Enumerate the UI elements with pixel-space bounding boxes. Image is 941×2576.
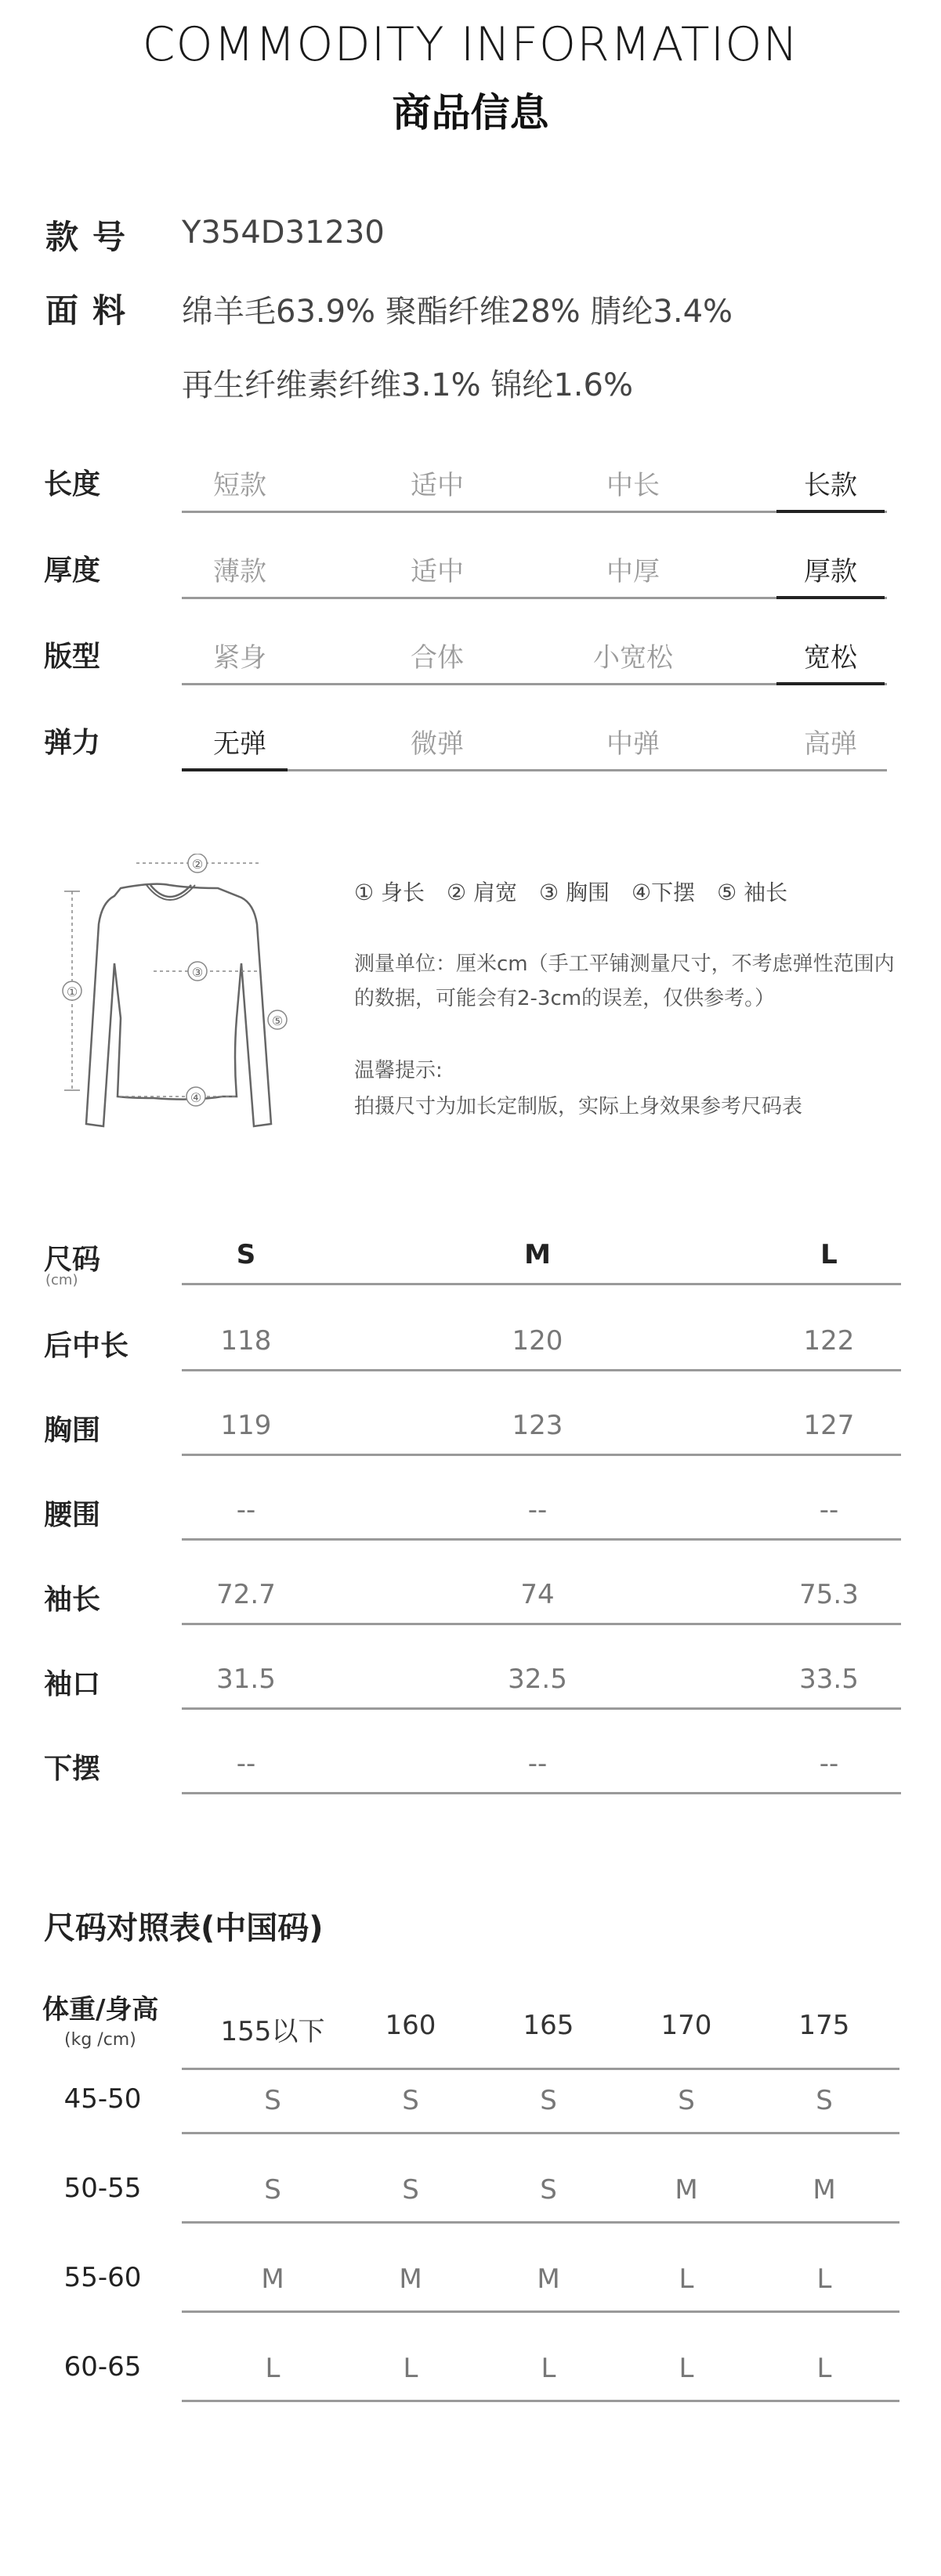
size-cell: 74 [520, 1579, 555, 1610]
compare-row-label: 55-60 [63, 2262, 142, 2293]
compare-height-header: 155以下 [220, 2016, 325, 2047]
compare-cell: L [679, 2263, 694, 2295]
compare-height-header: 165 [523, 2010, 574, 2041]
size-row-label: 下摆 [44, 1753, 101, 1785]
compare-cell: S [264, 2174, 281, 2206]
compare-cell: M [537, 2263, 560, 2295]
size-row-label: 腰围 [44, 1499, 101, 1531]
size-row-label: 袖口 [44, 1668, 101, 1700]
compare-cell: M [813, 2174, 836, 2206]
compare-cell: S [816, 2085, 833, 2116]
attribute-label: 长度 [44, 468, 101, 500]
compare-cell: L [679, 2353, 694, 2384]
compare-cell: S [402, 2085, 419, 2116]
attribute-label: 版型 [44, 641, 101, 673]
compare-cell: M [261, 2263, 284, 2295]
attribute-option: 中弹 [606, 728, 660, 760]
attribute-selected-mark [776, 510, 885, 513]
attribute-option: 厚款 [804, 556, 857, 587]
fabric-label: 面料 [45, 291, 140, 330]
size-column-header: S [236, 1239, 256, 1270]
size-column-header: M [524, 1239, 551, 1270]
size-row-label: 袖长 [44, 1584, 101, 1616]
fabric-value-line2: 再生纤维素纤维3.1% 锦纶1.6% [182, 367, 633, 403]
attribute-option: 无弹 [213, 728, 266, 760]
style-number-label: 款号 [45, 218, 140, 256]
attribute-selected-mark [776, 682, 885, 685]
size-cell: -- [527, 1494, 548, 1526]
attribute-option: 薄款 [213, 556, 266, 587]
attribute-option: 短款 [213, 470, 266, 501]
attribute-option: 中厚 [606, 556, 660, 587]
unit-note-line2: 的数据，可能会有2-3cm的误差，仅供参考。） [354, 987, 776, 1010]
marker-3: ③ [191, 965, 204, 980]
size-unit: (cm) [45, 1272, 78, 1288]
style-number-value: Y354D31230 [182, 215, 385, 251]
attribute-option: 宽松 [804, 642, 857, 674]
tip-text: 拍摄尺寸为加长定制版，实际上身效果参考尺码表 [354, 1095, 803, 1118]
attribute-option: 适中 [411, 556, 464, 587]
garment-measure-diagram [36, 854, 318, 1151]
compare-row-label: 45-50 [63, 2083, 142, 2115]
size-row-label: 后中长 [44, 1330, 129, 1362]
compare-cell: S [540, 2174, 557, 2206]
unit-note-line1: 测量单位：厘米cm（手工平铺测量尺寸，不考虑弹性范围内 [354, 952, 895, 976]
attribute-option: 长款 [804, 470, 857, 501]
attribute-label: 厚度 [44, 555, 101, 587]
compare-height-header: 170 [661, 2010, 712, 2041]
compare-row-label: 60-65 [63, 2351, 142, 2383]
title-chinese: 商品信息 [392, 90, 549, 135]
compare-cell: S [402, 2174, 419, 2206]
compare-cell: L [816, 2263, 832, 2295]
size-cell: 119 [220, 1410, 272, 1441]
measure-legend: ① 身长 ② 肩宽 ③ 胸围 ④下摆 ⑤ 袖长 [354, 880, 788, 905]
size-column-header: L [820, 1239, 838, 1270]
compare-height-header: 175 [798, 2010, 850, 2041]
compare-head-unit: (kg /cm) [64, 2030, 136, 2050]
compare-cell: L [816, 2353, 832, 2384]
size-cell: 33.5 [799, 1664, 859, 1695]
compare-cell: M [399, 2263, 422, 2295]
table-line [182, 2132, 899, 2134]
compare-cell: L [403, 2353, 418, 2384]
size-cell: 31.5 [216, 1664, 276, 1695]
size-cell: -- [236, 1748, 256, 1779]
attribute-label: 弹力 [44, 727, 101, 759]
attribute-option: 小宽松 [593, 642, 673, 674]
compare-cell: L [541, 2353, 556, 2384]
attribute-option: 紧身 [213, 642, 266, 674]
table-line [182, 1792, 901, 1794]
attribute-option: 合体 [411, 642, 464, 674]
compare-cell: S [264, 2085, 281, 2116]
compare-cell: L [265, 2353, 280, 2384]
size-cell: 32.5 [508, 1664, 567, 1695]
compare-row-label: 50-55 [63, 2173, 142, 2204]
table-line [182, 2068, 899, 2070]
compare-cell: S [540, 2085, 557, 2116]
size-cell: 75.3 [799, 1579, 859, 1610]
compare-cell: M [675, 2174, 698, 2206]
size-cell: -- [819, 1748, 839, 1779]
fabric-value-line1: 绵羊毛63.9% 聚酯纤维28% 腈纶3.4% [182, 294, 733, 330]
attribute-selected-mark [182, 768, 288, 771]
size-cell: 72.7 [216, 1579, 276, 1610]
title-english: COMMODITY INFORMATION [142, 17, 799, 72]
size-cell: 118 [220, 1325, 272, 1357]
size-cell: 120 [512, 1325, 563, 1357]
size-header-label: 尺码 [44, 1244, 101, 1276]
size-cell: -- [527, 1748, 548, 1779]
table-line [182, 1623, 901, 1625]
attribute-line [182, 769, 887, 771]
attribute-option: 微弹 [411, 728, 464, 760]
marker-2: ② [191, 857, 204, 872]
table-line [182, 2221, 899, 2224]
attribute-option: 高弹 [804, 728, 857, 760]
table-line [182, 1707, 901, 1710]
attribute-selected-mark [776, 596, 885, 599]
size-cell: -- [819, 1494, 839, 1526]
size-cell: 127 [803, 1410, 855, 1441]
marker-5: ⑤ [271, 1013, 284, 1028]
table-line [182, 2310, 899, 2313]
compare-table-title: 尺码对照表(中国码) [44, 1910, 324, 1946]
table-line [182, 1538, 901, 1541]
size-cell: -- [236, 1494, 256, 1526]
attribute-option: 适中 [411, 470, 464, 501]
tip-title: 温馨提示: [354, 1059, 443, 1082]
size-row-label: 胸围 [44, 1414, 101, 1447]
compare-height-header: 160 [385, 2010, 436, 2041]
table-line [182, 1283, 901, 1285]
marker-1: ① [66, 985, 78, 999]
marker-4: ④ [190, 1090, 202, 1105]
size-cell: 123 [512, 1410, 563, 1441]
compare-head-label: 体重/身高 [42, 1994, 159, 2025]
size-cell: 122 [803, 1325, 855, 1357]
attribute-option: 中长 [606, 470, 660, 501]
table-line [182, 2400, 899, 2402]
compare-cell: S [678, 2085, 695, 2116]
table-line [182, 1454, 901, 1456]
table-line [182, 1369, 901, 1371]
